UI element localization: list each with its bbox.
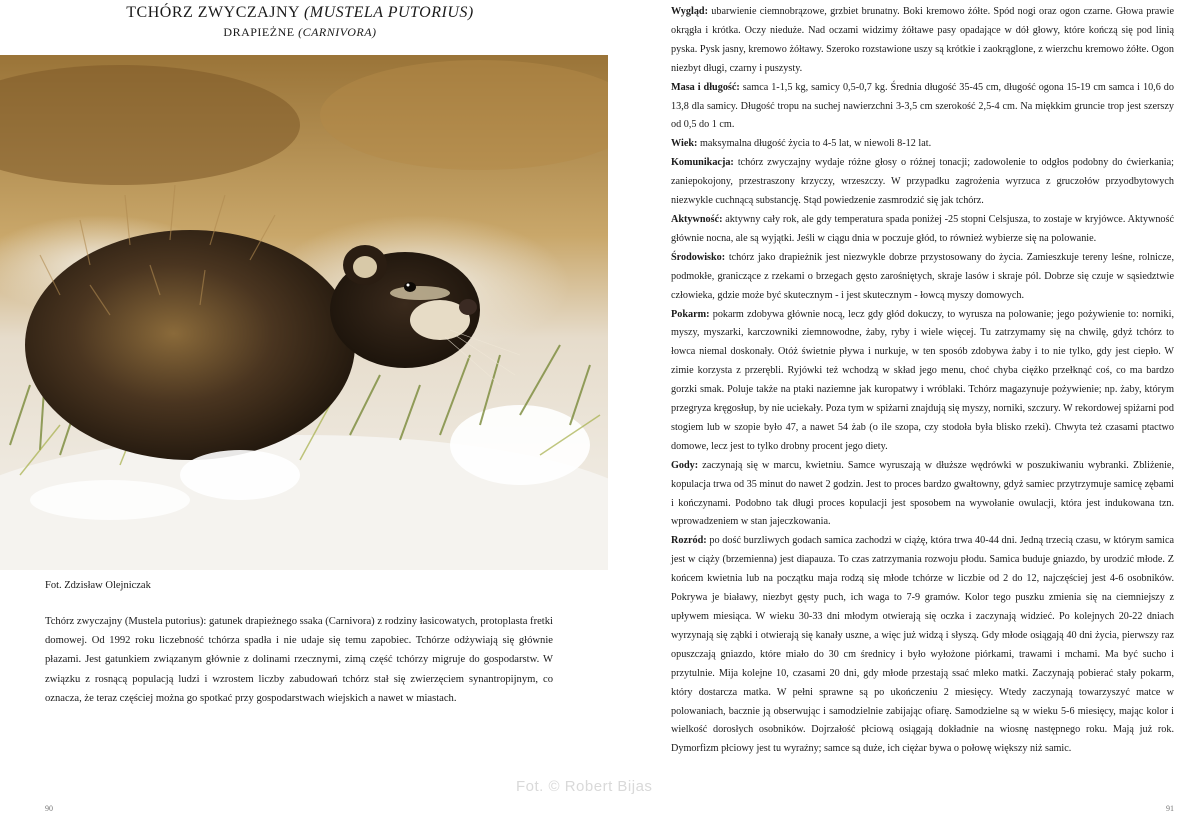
species-description (671, 3, 1174, 759)
section-activity: Aktywność: aktywny cały rok, ale gdy temperatura spada poniżej -25 stopni Celsjusza, to zostaje w kryjówce. Aktywność głównie nocna, ale są wyjątki. Jeśli w ciągu dnia w poczuje głód, to również wybierze się na polowanie. (671, 213, 1174, 244)
species-name: TCHÓRZ ZWYCZAJNY (126, 4, 300, 21)
order-latin-name: (CARNIVORA) (298, 25, 377, 39)
page-number-left: 90 (45, 804, 53, 813)
section-communication: Komunikacja: tchórz zwyczajny wydaje różne głosy o różnej tonacji; zadowolenie to odgłos podobny do ćwierkania; zaniepokojony, przestraszony krzyczy, wrzeszczy. W przypadku zagrożenia wyrzuca z gruczołów przyodbytowych niezwykle cuchnącą substancję. Stąd powiedzenie zasmrodzić się jak tchórz. (671, 157, 1174, 207)
photo-caption: Fot. Zdzisław Olejniczak (45, 580, 151, 591)
section-reproduction: Rozród: po dość burzliwych godach samica zachodzi w ciążę, która trwa 40-44 dni. Jedną trzecią czasu, w którym samica jest w ciąży (brzemienna) jest diapauza. To czas zatrzymania rozwoju płodu. Samica buduje gniazdo, by urodzić młode. Z końcem kwietnia lub na początku maja rodzą się młode tchórze w liczbie od 2 do 12, najczęściej jest 4-6 osobników. Pokrywa je białawy, niezbyt gęsty puch, ich waga to 7-9 gramów. Kolor tego puszku zmienia się na ciemniejszy z upływem miesiąca. W wieku 30-33 dni młodym otwierają się oczka i zaczynają widzieć. Po kolejnych 20-22 dniach wyrzynają się ząbki i otwierają się kanały uszne, a więc już widzą i słyszą. Gdy młode osiągają 40 dni życia, pierwszy raz opuszczają gniazdo, które miało do 30 cm średnicy i było wyłożone piórkami, trawami i mchami. Ma być sucho i przytulnie. Mija kolejne 10, czasami 20 dni, gdy młode przestają ssać mleko matki. Zaczynają pobierać stały pokarm, który dostarcza matka. W pełni sprawne są po ukończeniu 2 miesięcy. Wtedy zaczynają towarzyszyć matce w polowaniach, bacznie ją obserwując i samodzielnie zabijając ofiarę. Samodzielne są w wieku 5-6 miesięcy, mając kolor i wielkość dorosłych osobników. Dojrzałość płciową osiągają dokładnie na wiosnę następnego roku. Mają już rok. Dymorfizm płciowy jest tu wyraźny; samce są duże, ich ciężar bywa o połowę większy niż samic. (671, 535, 1174, 755)
order-subtitle (0, 25, 600, 40)
species-title (0, 4, 600, 22)
polecat-photo (0, 55, 608, 570)
section-appearance: Wygląd: ubarwienie ciemnobrązowe, grzbiet brunatny. Boki kremowo żółte. Spód nogi oraz ogon czarne. Głowa prawie okrągła i krótka. Oczy nieduże. Nad oczami widzimy żółtawe pasy opadające w dół głowy, które kończą się pod linią pyska. Pysk jasny, kremowo żółtawy. Szeroko rozstawione uszy są krótkie i zaokrąglone, z wierzchu kremowo żółte. Ogon niezbyt długi, czarny i puszysty. (671, 6, 1174, 74)
section-food: Pokarm: pokarm zdobywa głównie nocą, lecz gdy głód dokuczy, to wyrusza na polowanie; jego pożywienie to: norniki, myszy, myszarki, karczowniki ziemnowodne, żaby, ryby i wiele więcej. Tu zatrzymamy się na chwilę, gdyż tchórz to łowca niemal doskonały. Otóż świetnie pływa i nurkuje, w ten sposób zdobywa żaby i to nie tylko, gdy jest ciepło. W zimie korzysta z przerębli. Ryjówki też wchodzą w skład jego menu, choć chyba ciężko przełknąć coś, co ma bardzo gorzki smak. Poluje także na ptaki naziemne jak kuropatwy i wróblaki. Tchórz magazynuje pożywienie; np. żaby, którym przegryza kręgosłup, by nie uciekały. Poza tym w spiżarni znajdują się myszy, norniki, szczury. W rekordowej spiżarni pod stogiem lub w szopie było 47, a nawet 54 żab (o ile szopa, czy stodoła była blisko rzeki). Chwyta też czasami ptactwo domowe, lecz jest to tylko drobny procent jego diety. (671, 308, 1174, 452)
section-mass-length: Masa i długość: samca 1-1,5 kg, samicy 0,5-0,7 kg. Średnia długość 35-45 cm, długość ogona 15-19 cm samca i 10,6 do 13,8 dla samicy. Długość tropu na suchej nawierzchni 3-3,5 cm szerokość 2,5-4 cm. Na miękkim gruncie trop jest szerszy od 0,5 do 1 cm. (671, 81, 1174, 131)
intro-paragraph: Tchórz zwyczajny (Mustela putorius): gatunek drapieżnego ssaka (Carnivora) z rodziny łasicowatych, protoplasta fretki domowej. Od 1992 roku liczebność tchórza spadła i nie udaje się temu zapobiec. Tchórze odżywiają się głównie płazami. Jest gatunkiem związanym głównie z dolinami rzecznymi, zimą część tchórzy migruje do gospodarstw. W związku z rosnącą populacją ludzi i wzrostem liczby zabudowań tchórz stał się zwierzęciem synantropijnym, co oznacza, że teraz częściej można go spotkać przy gospodarstwach wiejskich a nawet w miastach. (45, 616, 553, 704)
section-habitat: Środowisko: tchórz jako drapieżnik jest niezwykle dobrze przystosowany do życia. Zamieszkuje tereny leśne, rolnicze, podmokłe, graniczące z rzekami o brzegach gęsto zarośniętych, skraje lasów i skraje pól. Dobrze się czuje w sąsiedztwie człowieka, gdzie może być skutecznym - i jest skutecznym - łowcą myszy domowych. (671, 251, 1174, 301)
photo-watermark: Fot. © Robert Bijas (516, 778, 653, 795)
section-mating: Gody: zaczynają się w marcu, kwietniu. Samce wyruszają w dłuższe wędrówki w poszukiwaniu wybranki. Zbliżenie, kopulacja trwa od 35 minut do nawet 2 godzin. Jest to proces bardzo gwałtowny, gdyż samiec przytrzymuje samicę zębami i kończynami. Podobno tak długi proces kopulacji jest sposobem na wywołanie owulacji, która jest indukowana tzn. wprowadzeniem w stan jajeczkowania. (671, 459, 1174, 528)
order-name: DRAPIEŻNE (223, 25, 295, 39)
right-page (600, 0, 1200, 816)
section-age: Wiek: maksymalna długość życia to 4-5 lat, w niewoli 8-12 lat. (671, 138, 932, 150)
species-latin-name: (MUSTELA PUTORIUS) (303, 4, 474, 21)
page-number-right: 91 (1166, 804, 1174, 813)
